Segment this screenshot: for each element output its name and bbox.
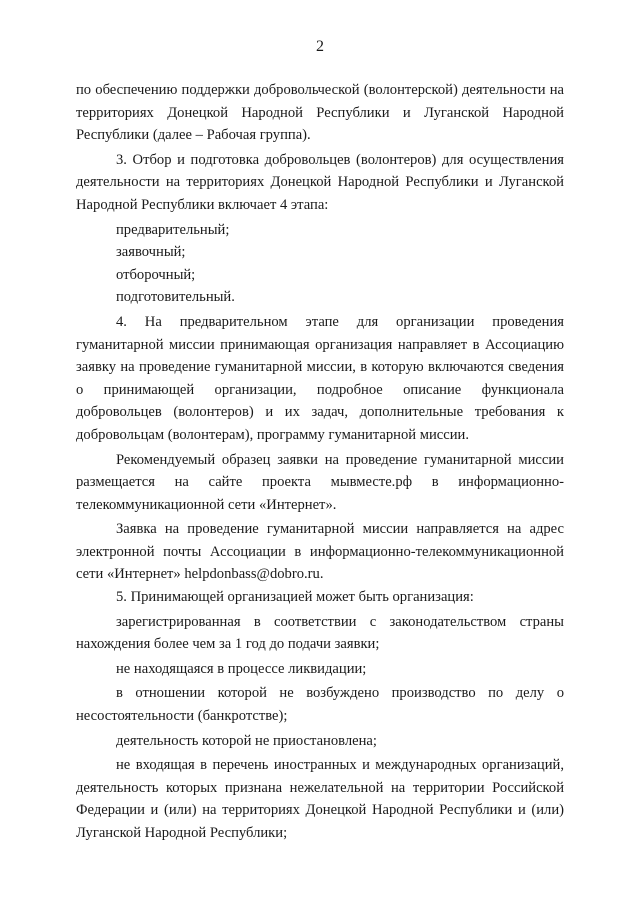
page-number: 2 — [316, 38, 324, 55]
list-item: не находящаяся в процессе ликвидации; — [116, 660, 367, 677]
list-item: заявочный; — [116, 244, 186, 261]
paragraph: 3. Отбор и подготовка добровольцев (волонтеров) для осуществления деятельности на территориях Донецкой Народной Республики и Луганской Народной Республики включает 4 этапа: — [76, 151, 564, 213]
list-item: зарегистрированная в соответствии с законодательством страны нахождения более чем за 1 год до подачи заявки; — [76, 613, 564, 653]
list-item: не входящая в перечень иностранных и международных организаций, деятельность которых признана нежелательной на территории Российской Федерации и (или) на территориях Донецкой Народной Республики и (или) Луганской Народной Республики; — [76, 757, 564, 841]
list-item: предварительный; — [116, 221, 230, 238]
document-body — [76, 79, 564, 845]
list-item: отборочный; — [116, 266, 196, 283]
list-item: подготовительный. — [116, 289, 235, 306]
paragraph: по обеспечению поддержки добровольческой (волонтерской) деятельности на территориях Донецкой Народной Республики и Луганской Народной Республики (далее – Рабочая группа). — [76, 82, 564, 144]
paragraph: Заявка на проведение гуманитарной миссии направляется на адрес электронной почты Ассоциации в информационно-телекоммуникационной сети «Интернет» helpdonbass@dobro.ru. — [76, 521, 564, 583]
paragraph: Рекомендуемый образец заявки на проведение гуманитарной миссии размещается на сайте проекта мывместе.рф в информационно-телекоммуникационной сети «Интернет». — [76, 451, 564, 513]
list-item: в отношении которой не возбуждено производство по делу о несостоятельности (банкротстве); — [76, 685, 564, 725]
list-item: деятельность которой не приостановлена; — [116, 732, 377, 749]
paragraph: 5. Принимающей организацией может быть организация: — [116, 589, 474, 606]
paragraph: 4. На предварительном этапе для организации проведения гуманитарной миссии принимающая организация направляет в Ассоциацию заявку на проведение гуманитарной миссии, в которую включаются сведения о принимающей организации, подробное описание функционала добровольцев (волонтеров) и их задач, дополнительные требования к добровольцам (волонтерам), программу гуманитарной миссии. — [76, 313, 564, 443]
